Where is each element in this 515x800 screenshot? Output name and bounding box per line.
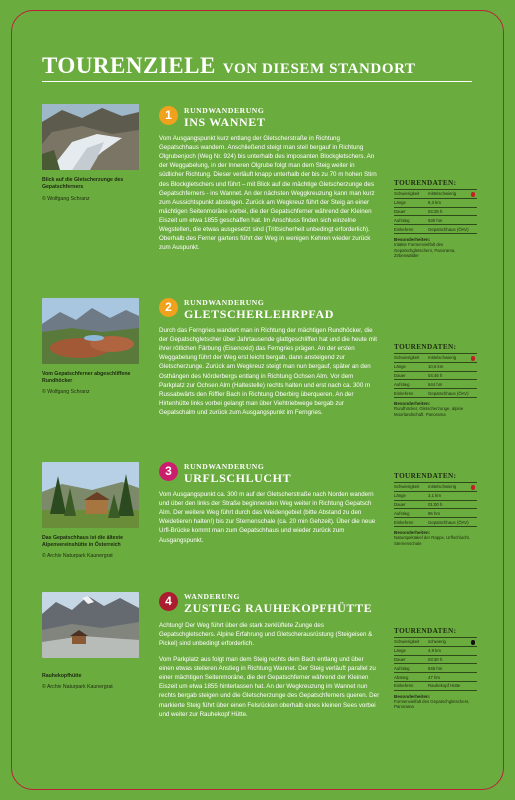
special-title: Besonderheiten: <box>394 236 431 242</box>
tour-data-title: TOURENDATEN: <box>394 179 477 190</box>
row-value: 01:00 h <box>428 501 443 507</box>
row-value: 846 hm <box>428 665 443 671</box>
tour-data-row <box>394 509 477 518</box>
photo-credit: © Wolfgang Schranz <box>42 389 90 395</box>
row-value: Gepatschhaus (ÖAV) <box>428 519 469 525</box>
tour-data-title: TOURENDATEN: <box>394 627 477 638</box>
tour-data-row <box>394 647 477 656</box>
special-text: Intakte Formenvielfalt des Gepatschgletschers, Panorama, Zirbenwälder <box>394 241 456 259</box>
tour-name: INS WANNET <box>184 115 266 129</box>
tour-data-title: TOURENDATEN: <box>394 472 477 483</box>
tour-data-row <box>394 190 477 199</box>
row-key: Dauer <box>394 501 406 507</box>
row-key: Einkehren <box>394 683 414 689</box>
caption: Blick auf die Gletscherzunge des Gepatschferners <box>42 177 124 191</box>
caption: Vom Gepatschferner abgeschliffene Rundhöcker <box>42 371 131 385</box>
photo-glacier-tongue <box>42 104 139 170</box>
tour-kind: RUNDWANDERUNG <box>184 462 265 471</box>
tour-number-badge: 3 <box>159 462 178 481</box>
photo-credit: © Archiv Naturpark Kaunergrat <box>42 553 113 559</box>
caption: Rauhekopfhütte <box>42 673 82 679</box>
tour-data-row <box>394 501 477 510</box>
photo-credit: © Archiv Naturpark Kaunergrat <box>42 684 113 690</box>
row-key: Dauer <box>394 372 406 378</box>
tour-name: GLETSCHERLEHRPFAD <box>184 307 334 321</box>
tour-warning: Achtung! Der Weg führt über die stark zerklüftete Zunge des Gepatschgletschers. Alpine Erfahrung und Gletscherausrüstung (Steigeisen & Pickel) sind unbedingt erforderlich. <box>159 622 373 648</box>
tour-data-title: TOURENDATEN: <box>394 343 477 354</box>
tour-data-row <box>394 208 477 217</box>
difficulty-dot <box>471 192 476 197</box>
caption: Das Gepatschhaus ist die älteste Alpenvereinshütte in Österreich <box>42 535 124 549</box>
row-key: Einkehren <box>394 390 414 396</box>
row-key: Aufstieg <box>394 217 410 223</box>
photo-credit: © Wolfgang Schranz <box>42 196 90 202</box>
tour-data-row <box>394 216 477 225</box>
tour-number-badge: 2 <box>159 298 178 317</box>
tour-description: Vom Parkplatz aus folgt man dem Steig rechts dem Bach entlang und über einen etwas steileren Anstieg in Richtung Wannet. Der Steig verläuft parallel zu einer mächtigen Seitenmoräne, die der Gepatschferner während der Kleinen Eiszeit um etwa 1855 hinterlassen hat. An der Wegkreuzung im Wannet nun rechts bergab steigen und die Gletscherzunge des Gepatschferners queren. Der markierte Steig führt über einen Felsrücken oberhalb eines kleinen Sees vorbei und weiter zur Rauhekopf Hütte. <box>159 656 380 718</box>
tour-data-table <box>394 627 477 710</box>
row-value: 3,1 km <box>428 493 441 499</box>
title-main: TOURENZIELE <box>42 53 216 78</box>
tour-data-row <box>394 664 477 673</box>
difficulty-dot <box>471 640 476 645</box>
row-key: Aufstieg <box>394 381 410 387</box>
row-key: Aufstieg <box>394 665 410 671</box>
tour-data-row <box>394 483 477 492</box>
tour-name: ZUSTIEG RAUHEKOPFHÜTTE <box>184 601 373 615</box>
row-key: Länge <box>394 648 406 654</box>
tour-data-table <box>394 472 477 546</box>
tour-data-table <box>394 179 477 259</box>
tour-kind: WANDERUNG <box>184 592 241 601</box>
row-value: schwierig <box>428 639 446 645</box>
row-value: 03:30 h <box>428 656 443 662</box>
tour-kind: RUNDWANDERUNG <box>184 106 265 115</box>
row-key: Länge <box>394 364 406 370</box>
special-text: Rundhöcker, Gletscherzunge, alpine Moorlandschaft, Panorama <box>394 405 464 417</box>
row-value: mittelschwierig <box>428 355 457 361</box>
row-value: 630 hm <box>428 217 443 223</box>
title-divider <box>42 81 472 82</box>
row-key: Einkehren <box>394 226 414 232</box>
row-value: 96 hm <box>428 510 440 516</box>
tour-number-badge: 1 <box>159 106 178 125</box>
row-key: Dauer <box>394 656 406 662</box>
tour-kind: RUNDWANDERUNG <box>184 298 265 307</box>
tour-data-row <box>394 363 477 372</box>
photo-rauhekopfhuette <box>42 592 139 658</box>
special-text: Formenvielfalt des Gepatschgletschers, Panorama <box>394 698 470 710</box>
difficulty-dot <box>471 356 476 361</box>
special-title: Besonderheiten: <box>394 693 431 699</box>
tour-data-row <box>394 638 477 647</box>
row-key: Aufstieg <box>394 510 410 516</box>
row-value: Gepatschhaus (ÖAV) <box>428 390 469 396</box>
row-key: Länge <box>394 493 406 499</box>
photo-gepatschhaus <box>42 462 139 528</box>
row-value: 8,3 km <box>428 200 441 206</box>
tour-data-row <box>394 380 477 389</box>
special-text: Naturspektakel der Rappe, Urflschlucht, Sternenschale <box>394 534 470 546</box>
row-key: Schwierigkeit <box>394 191 420 197</box>
row-value: 04:25 h <box>428 208 443 214</box>
header <box>42 54 482 82</box>
tour-data-row <box>394 372 477 381</box>
tour-data-row <box>394 518 477 527</box>
row-key: Schwierigkeit <box>394 484 420 490</box>
tour-data-row <box>394 492 477 501</box>
row-value: Gepatschhaus (ÖAV) <box>428 226 469 232</box>
tour-data-table <box>394 343 477 417</box>
special-title: Besonderheiten: <box>394 400 431 406</box>
row-key: Einkehren <box>394 519 414 525</box>
tour-data-row <box>394 673 477 682</box>
difficulty-dot <box>471 485 476 490</box>
row-value: mittelschwierig <box>428 191 457 197</box>
tour-data-row <box>394 656 477 665</box>
row-key: Länge <box>394 200 406 206</box>
tour-description: Durch das Ferngries wandert man in Richtung der mächtigen Rundhöcker, die der Gepatschgletscher über Jahrtausende glattgeschliffen hat und die heute mit ihrer rötlichen Färbung (Eisenoxid) das Ferngries prägen. An der ersten Weggabelung führt der Weg erst leicht bergab, dann ansteigend zur Gletscherzunge. Zurück am Wegkreuz steigt man nun bergauf, später an den Osthängen des Nörderbergs entlang in Richtung Ochsen Alm. Vor dem Parkplatz zur Ochsen Alm (Haltestelle) rechts halten und erst nach ca. 300 m Russabwärts den Riffler Bach in Richtung Oberbirg überqueren. An der Hirtenhütte links vorbei gelangt man über Viehtriebwege bergab zur Gepatschalm und zurück zum Ausgangspunkt im Ferngries. <box>159 327 377 416</box>
tour-name: URFLSCHLUCHT <box>184 471 292 485</box>
tour-data-row <box>394 682 477 691</box>
row-key: Dauer <box>394 208 406 214</box>
row-value: 644 hm <box>428 381 443 387</box>
row-key: Schwierigkeit <box>394 639 420 645</box>
tour-data-row <box>394 225 477 234</box>
title-sub: VON DIESEM STANDORT <box>222 61 416 77</box>
tour-description: Vom Ausgangspunkt ca. 300 m auf der Gletscherstraße nach Norden wandern und über den links der Straße beginnenden Weg weiter in Richtung Gepatsch Alm. Der weitere Weg führt durch das Weidengebiet (bitte Abstand zu den Weidetieren halten!) bis zur Sternenschale (ca. 20 min Gehzeit). Über die neue Urfl-Brücke kommt man zum Gepatschhaus und wieder zurück zum Ausgangspunkt. <box>159 491 376 544</box>
tour-description: Vom Ausgangspunkt kurz entlang der Gletscherstraße in Richtung Gepatschhaus wandern. Anschließend steigt man steil bergauf in Richtung Olgrubenjoch (Weg Nr. 924) bis unterhalb des imposanten Blockgletschers. An der Weggabelung, in der Inneren Olgrube folgt man dem Steig weiter in südlicher Richtung. Dieser verläuft knapp unterhalb der bis zu 70 m hohen Stirn des Blockgletschers und führt – mit Blick auf die mächtige Gletscherzunge des Gepatschferners - ins Wannet. An der nächsten Weggkreuzung kann man kurz zum Aussichtspunkt absteigen. Zurück am Wegkreuz führt der Steig an einer mächtigen Seitenmoräne vorbei, die der Gepatschferner während der Kleinen Eiszeit um etwa 1855 geschaffen hat. Im Anschluss finden sich einzelne Wegstellen, die etwas ausgesetzt sind (Trittsicherheit unbedingt erforderlich). Oberhalb des Ferner gartens führt der Weg in wenigen Kehren wieder zurück zum Auspunkt. <box>159 135 377 252</box>
tour-number-badge: 4 <box>159 592 178 611</box>
tour-data-row <box>394 389 477 398</box>
page-title <box>42 54 482 77</box>
photo-rundhoecker <box>42 298 139 364</box>
row-value: Rauhekopf Hütte <box>428 683 461 689</box>
row-value: 47 hm <box>428 674 440 680</box>
row-key: Schwierigkeit <box>394 355 420 361</box>
row-value: 10,5 km <box>428 364 444 370</box>
tour-data-row <box>394 199 477 208</box>
row-key: Abstieg <box>394 674 409 680</box>
row-value: 4,9 km <box>428 648 441 654</box>
special-title: Besonderheiten: <box>394 529 431 535</box>
row-value: 04:45 h <box>428 372 443 378</box>
row-value: mittelschwierig <box>428 484 457 490</box>
tour-data-row <box>394 354 477 363</box>
